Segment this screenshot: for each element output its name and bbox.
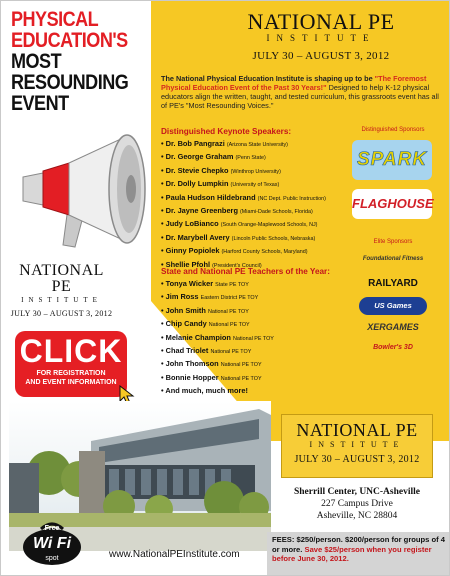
wifi-badge [21, 521, 83, 569]
fees-text: FEES: $250/person. $200/person for groups of 4 or more. [272, 535, 446, 554]
logo-name: NATIONAL PE [247, 9, 395, 34]
logo-dates: JULY 30 – AUGUST 3, 2012 [252, 50, 390, 62]
keynote-speaker-item [161, 245, 326, 258]
flaghouse-sponsor-logo[interactable]: FLAGHOUSE [352, 189, 432, 219]
teacher-affiliation: National PE TOY [207, 308, 249, 315]
headline-line-5: EVENT [11, 92, 69, 115]
keynote-speaker-name: Judy LoBianco [165, 219, 219, 229]
teacher-item [161, 358, 274, 371]
megaphone-icon [13, 129, 153, 259]
teacher-name: Chip Candy [165, 319, 207, 329]
headline-line-4: RESOUNDING [11, 71, 129, 94]
click-line-2: AND EVENT INFORMATION [25, 379, 117, 386]
headline-line-2: EDUCATION'S [11, 29, 128, 52]
keynote-speaker-name: Dr. George Graham [165, 152, 234, 162]
keynote-speaker-affiliation: (Miami-Dade Schools, Florida) [240, 209, 313, 216]
keynote-speaker-item [161, 192, 326, 205]
keynote-speaker-name: Dr. Bob Pangrazi [165, 139, 225, 148]
more-note: • And much, much more! [161, 385, 274, 397]
venue-name: Sherrill Center, UNC-Asheville [293, 487, 421, 497]
footer-logo-dates: JULY 30 – AUGUST 3, 2012 [294, 454, 420, 465]
venue-city: Asheville, NC 28804 [316, 511, 398, 521]
footer-logo-name: NATIONAL PE [296, 420, 418, 440]
intro-part-3: Designed to help K-12 physical educators align the written, taught, and tested curriculum, this grassroots event has all of PE's "Most Resounding Voices." [161, 83, 439, 110]
keynote-speaker-affiliation: (Lincoln Public Schools, Nebraska) [231, 235, 316, 242]
headline-line-1: PHYSICAL [11, 8, 99, 31]
keynote-speaker-affiliation: (Arizona State University) [226, 142, 288, 148]
fees-offer: Save $25/person when you register before June 30, 2012. [272, 544, 432, 564]
teacher-name: Chad Triolet [165, 346, 209, 356]
us-games-logo[interactable]: US Games [359, 297, 427, 315]
footer-logo [281, 414, 433, 478]
keynote-speaker-affiliation: (NC Dept. Public Instruction) [257, 195, 326, 202]
keynote-speaker-name: Dr. Marybell Avery [165, 232, 230, 242]
teacher-name: John Smith [165, 305, 206, 315]
teacher-item [161, 345, 274, 358]
teacher-affiliation: Eastern District PE TOY [200, 295, 259, 302]
teachers-title: State and National PE Teachers of the Year: [161, 267, 330, 276]
keynote-speaker-name: Shellie Pfohl [165, 259, 211, 269]
logo-institute: INSTITUTE [266, 33, 376, 43]
registration-button[interactable] [15, 331, 127, 397]
teacher-name: Bonnie Hopper [165, 372, 219, 382]
teacher-item [161, 278, 274, 291]
bowlers-3d-logo[interactable]: Bowler's 3D [373, 344, 413, 351]
footer-logo-institute: INSTITUTE [309, 440, 405, 449]
teacher-item [161, 318, 274, 331]
headline-line-3: MOST [11, 50, 62, 73]
keynote-speaker-item [161, 218, 326, 231]
secondary-logo-institute: INSTITUTE [21, 296, 102, 304]
click-label: CLICK [19, 333, 123, 369]
teacher-affiliation: National PE TOY [220, 362, 262, 369]
wifi-main-label: Wi Fi [32, 535, 72, 552]
venue-info [281, 486, 433, 522]
keynote-title: Distinguished Keynote Speakers: [161, 127, 292, 136]
header-logo [226, 11, 416, 62]
teacher-item [161, 332, 274, 345]
click-line-1: FOR REGISTRATION [36, 370, 106, 377]
teacher-affiliation: National PE TOY [208, 322, 250, 329]
website-link[interactable]: www.NationalPEInstitute.com [109, 549, 240, 560]
fees-box [267, 532, 450, 576]
headline [11, 9, 140, 114]
intro-part-2: "The Foremost Physical Education Event of the Past 30 Years!" [161, 74, 427, 92]
keynote-speaker-name: Ginny Popiolek [165, 246, 220, 256]
wifi-free-label: Free [44, 525, 60, 532]
railyard-logo[interactable]: RAILYARD [368, 278, 418, 289]
keynote-speaker-affiliation: (South Orange-Maplewood Schools, NJ) [220, 222, 318, 229]
keynote-speaker-affiliation: (University of Texas) [230, 182, 280, 189]
teacher-name: Tonya Wicker [165, 279, 214, 288]
elite-sponsors-label: Elite Sponsors [373, 239, 413, 245]
venue-address: 227 Campus Drive [321, 499, 393, 509]
secondary-logo-dates: JULY 30 – AUGUST 3, 2012 [10, 309, 113, 318]
teacher-name: Melanie Champion [165, 332, 231, 342]
keynote-speaker-affiliation: (Harford County Schools, Maryland) [221, 249, 308, 256]
secondary-logo-name: NATIONAL PE [19, 262, 104, 295]
keynote-speaker-item [161, 178, 326, 191]
teacher-affiliation: National PE TOY [210, 349, 252, 356]
teacher-item [161, 372, 274, 385]
keynote-speaker-item [161, 151, 326, 164]
distinguished-sponsors-label: Distinguished Sponsors [361, 127, 425, 133]
teacher-affiliation: National PE TOY [233, 335, 274, 342]
keynote-speaker-name: Dr. Jayne Greenberg [165, 206, 238, 216]
foundational-fitness-logo[interactable]: Foundational Fitness [362, 256, 424, 262]
teacher-name: John Thomson [165, 359, 219, 369]
keynote-speaker-affiliation: (President's Council) [212, 262, 262, 269]
keynote-speaker-item [161, 232, 326, 245]
teacher-item [161, 305, 274, 318]
xergames-logo[interactable]: XERGAMES [367, 322, 419, 332]
keynote-speaker-item [161, 165, 326, 178]
teacher-name: Jim Ross [165, 292, 199, 302]
keynote-speaker-name: Paula Hudson Hildebrand [165, 192, 256, 202]
keynote-speaker-item [161, 205, 326, 218]
teacher-affiliation: National PE TOY [220, 375, 262, 382]
keynote-speaker-affiliation: (Penn State) [235, 155, 266, 162]
teachers-list [161, 278, 274, 398]
wifi-spot-label: spot [45, 555, 59, 562]
intro-part-1: The National Physical Education Institute is shaping up to be [161, 74, 373, 83]
teacher-item [161, 291, 274, 304]
secondary-logo [9, 263, 114, 318]
keynote-speaker-name: Dr. Stevie Chepko [165, 165, 229, 175]
keynote-list [161, 138, 326, 272]
keynote-speaker-affiliation: (Winthrop University) [230, 168, 281, 175]
spark-sponsor-logo[interactable]: SPARK [352, 140, 432, 180]
keynote-speaker-name: Dr. Dolly Lumpkin [165, 179, 229, 189]
keynote-speaker-item [161, 138, 326, 151]
teacher-affiliation: State PE TOY [215, 282, 249, 288]
intro-paragraph [161, 74, 441, 110]
